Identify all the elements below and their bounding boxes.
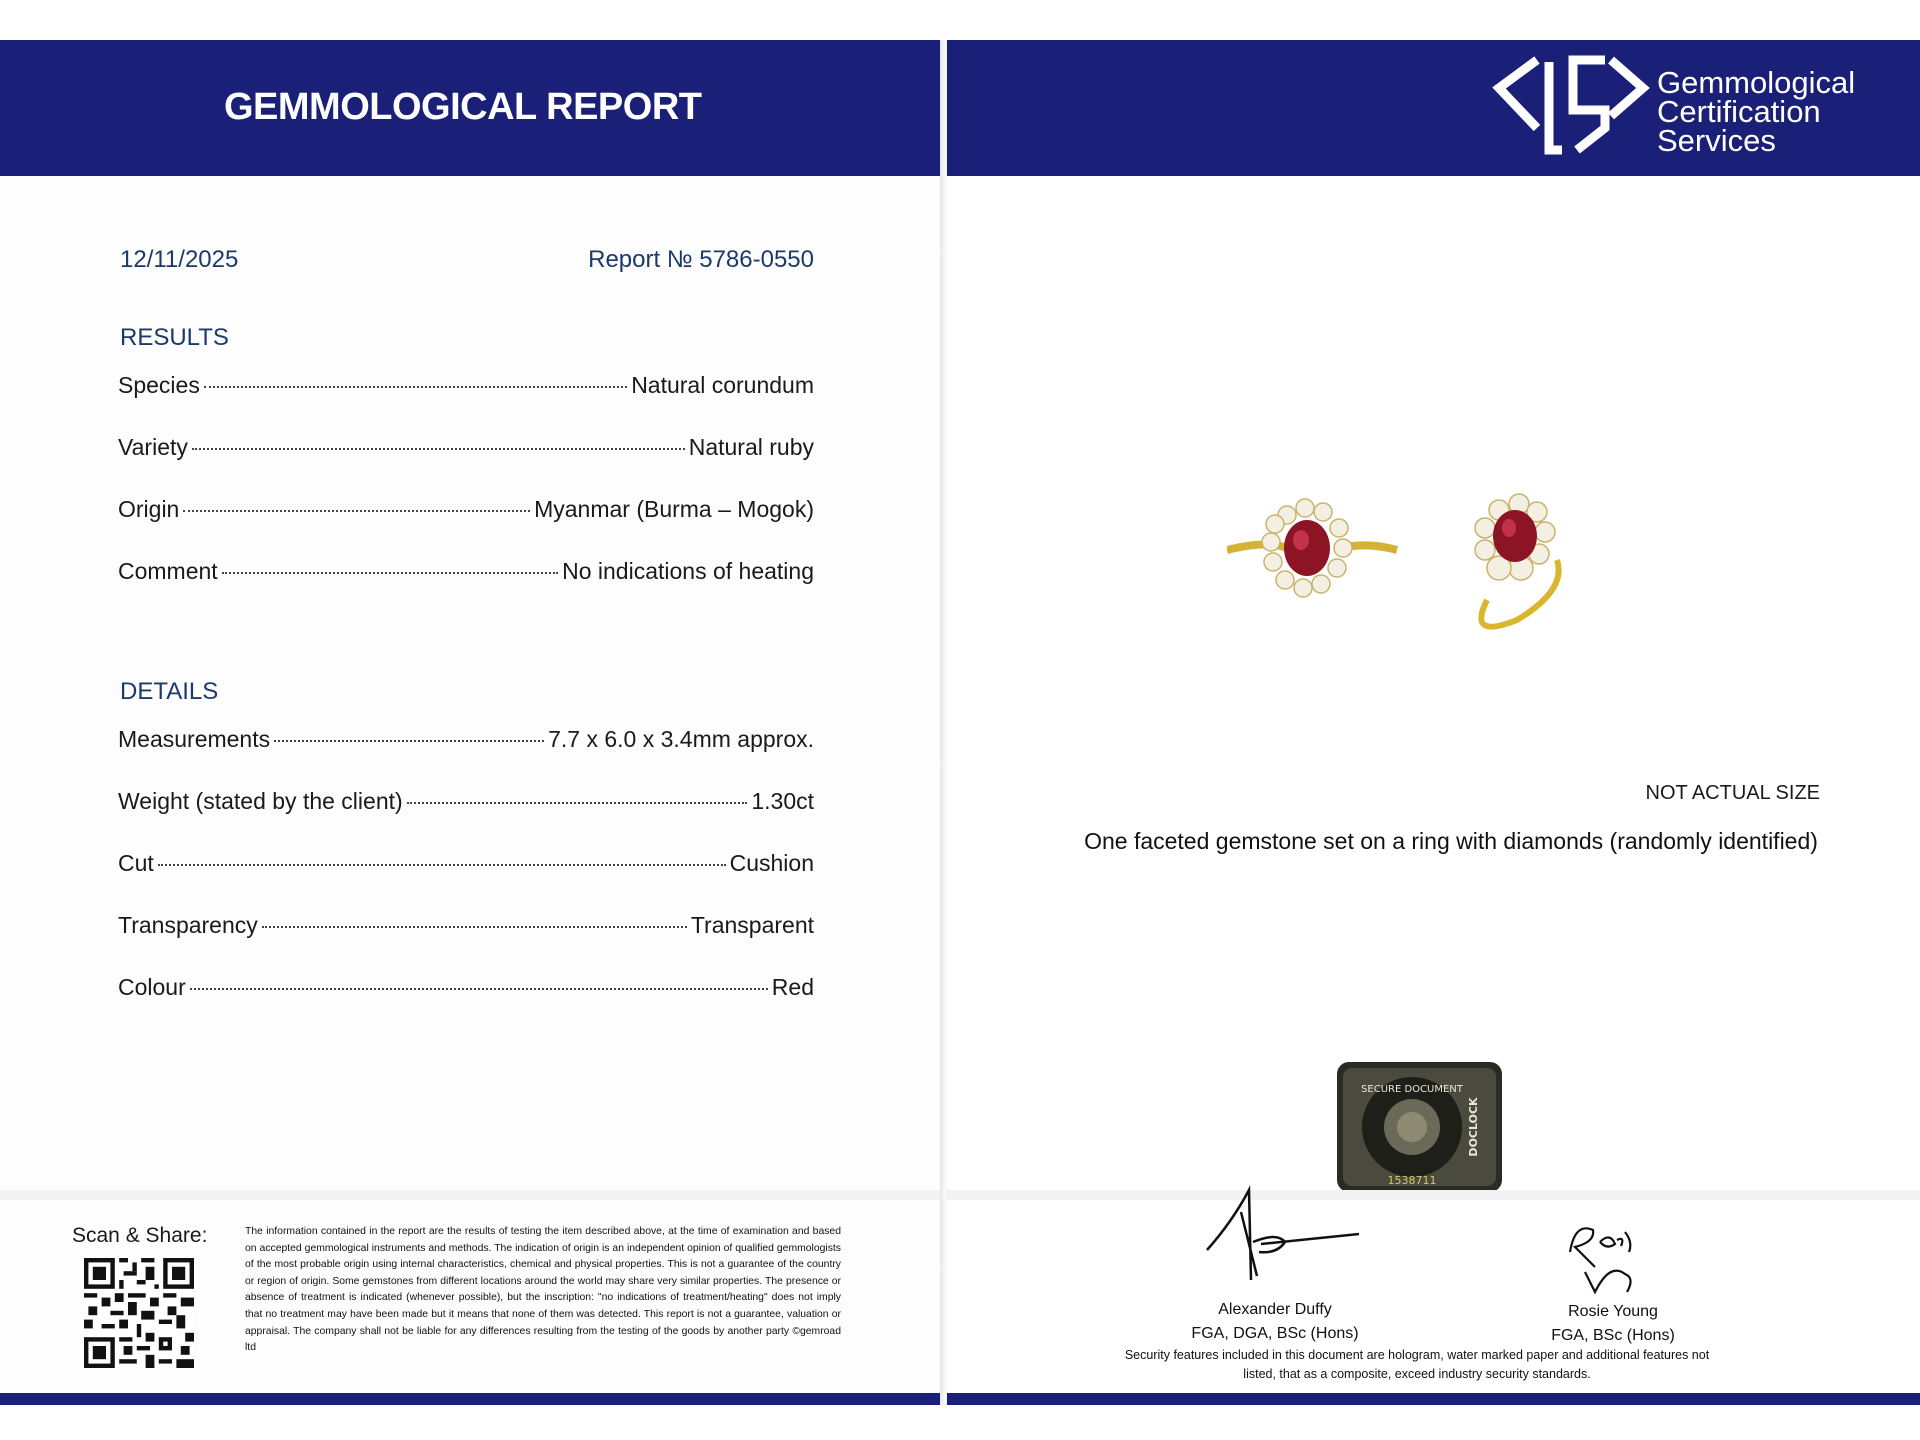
scan-share-label: Scan & Share: [72, 1224, 208, 1247]
dot-leader [204, 386, 627, 388]
result-row-species [118, 372, 814, 399]
report-number: Report № 5786-0550 [588, 246, 814, 273]
dot-leader [222, 572, 558, 574]
seal-text: SECURE DOCUMENT [1361, 1084, 1463, 1095]
detail-row-weight [118, 788, 814, 815]
row-label: Weight (stated by the client) [118, 788, 403, 814]
signature-rosie-young [1555, 1212, 1655, 1302]
brand-line: Gemmological [1657, 65, 1856, 100]
detail-row-cut [118, 850, 814, 877]
seal-brand: DOCLOCK [1467, 1097, 1480, 1157]
seal-serial: 1538711 [1387, 1174, 1437, 1187]
logo-mark-text: GCS [1569, 162, 1572, 163]
ring-photos [1227, 450, 1647, 650]
disclaimer-text: The information contained in the report are the results of testing the item described above, at the time of examination and based on accepted gemmological instruments and methods. The indication of origin is an independent opinion of qualified gemmologists of the most probable origin using internal characteristics, chemical and physical properties. This is not a guarantee of the country or region of origin. Some gemstones from different locations around the world may share very similar properties. The presence or absence of treatment is indicated (whenever possible), but the inscription: "no indications of treatment/heating" does not imply that no treatment may have been made but it means that none of them was detected. This report is not a guarantee, valuation or appraisal. The company shall not be liable for any differences resulting from the testing of the goods by another party ©gemroad ltd [245, 1226, 841, 1354]
right-page [947, 40, 1920, 1405]
bottom-rule-right [947, 1393, 1920, 1405]
signer-name: Alexander Duffy [1218, 1301, 1332, 1318]
row-value: Myanmar (Burma – Mogok) [534, 496, 814, 522]
row-value: Natural ruby [688, 434, 814, 460]
row-value: No indications of heating [562, 558, 814, 584]
report-date: 12/11/2025 [120, 246, 239, 273]
dot-leader [158, 864, 726, 866]
row-label: Variety [118, 434, 188, 460]
ring-top-view [1227, 499, 1397, 597]
brand-name [1657, 65, 1856, 158]
results-heading: RESULTS [120, 324, 229, 351]
signer-credentials: FGA, DGA, BSc (Hons) [1191, 1325, 1359, 1342]
security-note: Security features included in this document are hologram, water marked paper and additional features not listed, that as a composite, exceed industry security standards. [1124, 1348, 1710, 1381]
dot-leader [183, 510, 530, 512]
dot-leader [262, 926, 687, 928]
row-value: Natural corundum [631, 372, 814, 398]
result-row-variety [118, 434, 814, 461]
row-label: Measurements [118, 726, 271, 752]
result-row-comment [118, 558, 814, 585]
signer-credentials: FGA, BSc (Hons) [1551, 1327, 1675, 1344]
detail-row-colour [118, 974, 814, 1001]
bottom-rule-left [0, 1393, 943, 1405]
row-value: Red [771, 974, 814, 1000]
left-page [0, 40, 943, 1405]
signature-alexander-duffy [1197, 1182, 1367, 1292]
details-heading: DETAILS [120, 678, 219, 705]
row-value: 1.30ct [751, 788, 814, 814]
signer-rosie-young [1483, 1300, 1743, 1348]
dot-leader [407, 802, 748, 804]
signer-name: Rosie Young [1568, 1303, 1658, 1320]
qr-code[interactable] [84, 1258, 194, 1368]
ring-side-view [1475, 494, 1559, 627]
dot-leader [190, 988, 768, 990]
row-label: Colour [118, 974, 186, 1000]
brand-line: Certification [1657, 94, 1821, 129]
detail-row-measurements [118, 726, 814, 753]
row-value: Cushion [729, 850, 814, 876]
footer-divider [0, 1190, 943, 1200]
row-label: Transparency [118, 912, 258, 938]
not-actual-size-label: NOT ACTUAL SIZE [1645, 782, 1820, 804]
detail-row-transparency [118, 912, 814, 939]
gcs-logo-icon [1487, 50, 1652, 165]
row-label: Species [118, 372, 200, 398]
signer-alexander-duffy [1145, 1298, 1405, 1346]
row-value: Transparent [690, 912, 814, 938]
dot-leader [192, 448, 685, 450]
row-label: Origin [118, 496, 180, 522]
row-label: Comment [118, 558, 218, 584]
hologram-seal [1337, 1062, 1502, 1192]
row-value: 7.7 x 6.0 x 3.4mm approx. [548, 726, 814, 752]
footer-divider [947, 1190, 1920, 1200]
item-description: One faceted gemstone set on a ring with diamonds (randomly identified) [1084, 828, 1818, 854]
dot-leader [274, 740, 544, 742]
report-title: GEMMOLOGICAL REPORT [224, 86, 702, 128]
row-label: Cut [118, 850, 154, 876]
result-row-origin [118, 496, 814, 523]
brand-line: Services [1657, 123, 1776, 158]
